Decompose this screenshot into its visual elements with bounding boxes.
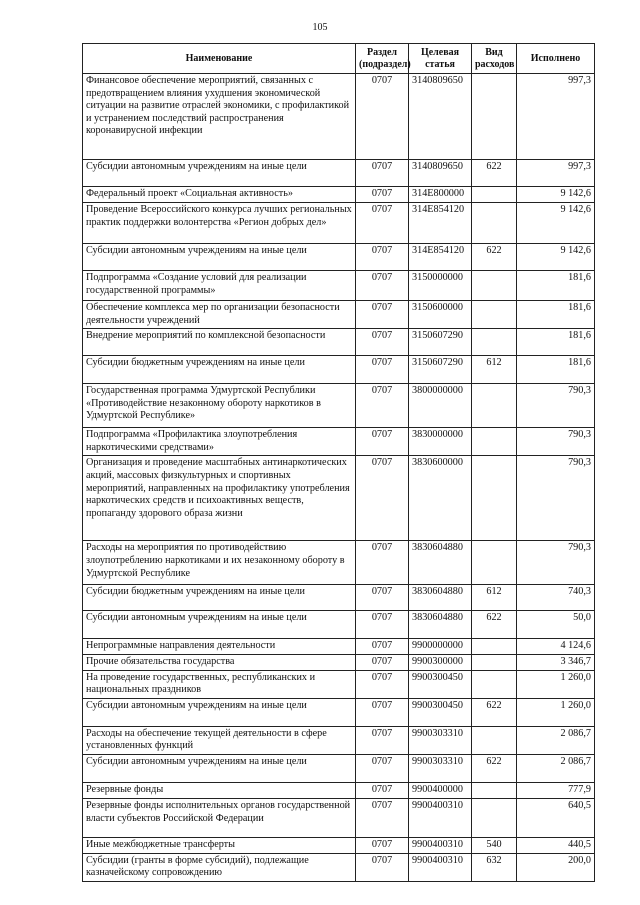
row-name: Государственная программа Удмуртской Республики «Противодействие незаконному обороту наркотиков в Удмуртской Республике» bbox=[83, 384, 356, 428]
row-kind bbox=[472, 639, 517, 655]
table-row bbox=[83, 456, 595, 541]
row-kind: 622 bbox=[472, 160, 517, 187]
table-row bbox=[83, 74, 595, 160]
row-amount: 181,6 bbox=[517, 329, 595, 356]
row-section: 0707 bbox=[356, 585, 409, 611]
row-section: 0707 bbox=[356, 639, 409, 655]
row-name: Проведение Всероссийского конкурса лучших региональных практик поддержки волонтерства «Регион добрых дел» bbox=[83, 203, 356, 244]
row-section: 0707 bbox=[356, 541, 409, 585]
row-section: 0707 bbox=[356, 187, 409, 203]
row-kind bbox=[472, 203, 517, 244]
row-article: 3140809650 bbox=[409, 74, 472, 160]
row-kind bbox=[472, 329, 517, 356]
row-section: 0707 bbox=[356, 754, 409, 782]
row-section: 0707 bbox=[356, 456, 409, 541]
table-row bbox=[83, 837, 595, 853]
table-row bbox=[83, 384, 595, 428]
row-amount: 9 142,6 bbox=[517, 244, 595, 271]
row-article: 3830604880 bbox=[409, 585, 472, 611]
row-name: Организация и проведение масштабных антинаркотических акций, массовых физкультурных и спортивных мероприятий, направленных на профилактику употребления наркотических средств и психоактивных веществ, пропаганду здорового образа жизни bbox=[83, 456, 356, 541]
row-amount: 181,6 bbox=[517, 356, 595, 384]
row-name: Резервные фонды исполнительных органов государственной власти субъектов Российской Федерации bbox=[83, 798, 356, 837]
row-kind bbox=[472, 670, 517, 698]
row-kind: 622 bbox=[472, 754, 517, 782]
budget-table bbox=[82, 43, 595, 882]
row-amount: 997,3 bbox=[517, 160, 595, 187]
row-name: Федеральный проект «Социальная активность» bbox=[83, 187, 356, 203]
row-section: 0707 bbox=[356, 698, 409, 726]
row-name: Подпрограмма «Профилактика злоупотребления наркотическими средствами» bbox=[83, 428, 356, 456]
row-name: Субсидии (гранты в форме субсидий), подлежащие казначейскому сопровождению bbox=[83, 853, 356, 881]
table-row bbox=[83, 654, 595, 670]
row-section: 0707 bbox=[356, 203, 409, 244]
row-section: 0707 bbox=[356, 837, 409, 853]
table-row bbox=[83, 853, 595, 881]
row-name: Иные межбюджетные трансферты bbox=[83, 837, 356, 853]
row-amount: 4 124,6 bbox=[517, 639, 595, 655]
table-row bbox=[83, 754, 595, 782]
row-article: 3830604880 bbox=[409, 611, 472, 639]
row-amount: 200,0 bbox=[517, 853, 595, 881]
row-amount: 1 260,0 bbox=[517, 698, 595, 726]
row-kind: 622 bbox=[472, 698, 517, 726]
row-article: 3800000000 bbox=[409, 384, 472, 428]
row-name: Внедрение мероприятий по комплексной безопасности bbox=[83, 329, 356, 356]
row-section: 0707 bbox=[356, 244, 409, 271]
row-section: 0707 bbox=[356, 782, 409, 798]
table-row bbox=[83, 782, 595, 798]
table-row bbox=[83, 585, 595, 611]
row-name: Субсидии автономным учреждениям на иные цели bbox=[83, 754, 356, 782]
row-kind bbox=[472, 654, 517, 670]
row-name: Субсидии бюджетным учреждениям на иные цели bbox=[83, 585, 356, 611]
row-article: 9900400310 bbox=[409, 853, 472, 881]
row-article: 3150600000 bbox=[409, 301, 472, 329]
row-amount: 777,9 bbox=[517, 782, 595, 798]
header-name: Наименование bbox=[83, 44, 356, 74]
row-article: 3830604880 bbox=[409, 541, 472, 585]
row-section: 0707 bbox=[356, 853, 409, 881]
row-kind bbox=[472, 271, 517, 301]
table-row bbox=[83, 726, 595, 754]
row-article: 9900300000 bbox=[409, 654, 472, 670]
table-row bbox=[83, 244, 595, 271]
table-row bbox=[83, 271, 595, 301]
row-name: Субсидии автономным учреждениям на иные цели bbox=[83, 244, 356, 271]
row-amount: 790,3 bbox=[517, 384, 595, 428]
row-article: 3830000000 bbox=[409, 428, 472, 456]
row-article: 3140809650 bbox=[409, 160, 472, 187]
row-name: Субсидии автономным учреждениям на иные цели bbox=[83, 160, 356, 187]
row-name: Непрограммные направления деятельности bbox=[83, 639, 356, 655]
row-amount: 9 142,6 bbox=[517, 187, 595, 203]
table-row bbox=[83, 356, 595, 384]
table-header-row bbox=[83, 44, 595, 74]
row-kind bbox=[472, 187, 517, 203]
row-section: 0707 bbox=[356, 654, 409, 670]
table-row bbox=[83, 203, 595, 244]
table-row bbox=[83, 428, 595, 456]
row-kind bbox=[472, 384, 517, 428]
table-row bbox=[83, 639, 595, 655]
row-kind bbox=[472, 301, 517, 329]
row-article: 9900400000 bbox=[409, 782, 472, 798]
row-article: 314E800000 bbox=[409, 187, 472, 203]
table-row bbox=[83, 798, 595, 837]
row-section: 0707 bbox=[356, 798, 409, 837]
row-amount: 790,3 bbox=[517, 456, 595, 541]
row-article: 9900300450 bbox=[409, 670, 472, 698]
row-section: 0707 bbox=[356, 74, 409, 160]
row-name: Расходы на мероприятия по противодействию злоупотреблению наркотиками и их незаконному обороту в Удмуртской Республике bbox=[83, 541, 356, 585]
row-article: 9900000000 bbox=[409, 639, 472, 655]
header-section: Раздел (подраздел) bbox=[356, 44, 409, 74]
row-amount: 740,3 bbox=[517, 585, 595, 611]
row-name: Резервные фонды bbox=[83, 782, 356, 798]
row-article: 9900303310 bbox=[409, 754, 472, 782]
row-amount: 181,6 bbox=[517, 301, 595, 329]
table-row bbox=[83, 698, 595, 726]
row-amount: 640,5 bbox=[517, 798, 595, 837]
row-kind: 612 bbox=[472, 585, 517, 611]
row-kind bbox=[472, 782, 517, 798]
table-row bbox=[83, 301, 595, 329]
row-kind: 612 bbox=[472, 356, 517, 384]
row-section: 0707 bbox=[356, 670, 409, 698]
row-article: 9900400310 bbox=[409, 837, 472, 853]
row-name: На проведение государственных, республиканских и национальных праздников bbox=[83, 670, 356, 698]
row-name: Подпрограмма «Создание условий для реализации государственной программы» bbox=[83, 271, 356, 301]
row-kind: 632 bbox=[472, 853, 517, 881]
row-name: Субсидии автономным учреждениям на иные цели bbox=[83, 698, 356, 726]
row-kind bbox=[472, 74, 517, 160]
row-kind bbox=[472, 541, 517, 585]
row-amount: 50,0 bbox=[517, 611, 595, 639]
row-name: Финансовое обеспечение мероприятий, связанных с предотвращением влияния ухудшения экономической ситуации на развитие отраслей экономики, с профилактикой и устранением последствий распространения коронавирусной инфекции bbox=[83, 74, 356, 160]
header-article: Целевая статья bbox=[409, 44, 472, 74]
row-article: 3830600000 bbox=[409, 456, 472, 541]
row-section: 0707 bbox=[356, 271, 409, 301]
header-kind: Вид расходов bbox=[472, 44, 517, 74]
row-section: 0707 bbox=[356, 611, 409, 639]
row-amount: 997,3 bbox=[517, 74, 595, 160]
page-number: 105 bbox=[312, 22, 328, 33]
row-kind: 622 bbox=[472, 611, 517, 639]
row-name: Прочие обязательства государства bbox=[83, 654, 356, 670]
row-article: 9900300450 bbox=[409, 698, 472, 726]
row-amount: 790,3 bbox=[517, 541, 595, 585]
row-section: 0707 bbox=[356, 356, 409, 384]
row-section: 0707 bbox=[356, 384, 409, 428]
row-kind bbox=[472, 798, 517, 837]
row-section: 0707 bbox=[356, 301, 409, 329]
header-amount: Исполнено bbox=[517, 44, 595, 74]
row-kind: 622 bbox=[472, 244, 517, 271]
row-name: Субсидии автономным учреждениям на иные цели bbox=[83, 611, 356, 639]
table-row bbox=[83, 670, 595, 698]
row-article: 314E854120 bbox=[409, 244, 472, 271]
row-article: 3150000000 bbox=[409, 271, 472, 301]
row-section: 0707 bbox=[356, 329, 409, 356]
row-amount: 9 142,6 bbox=[517, 203, 595, 244]
row-section: 0707 bbox=[356, 428, 409, 456]
table-row bbox=[83, 187, 595, 203]
row-article: 9900303310 bbox=[409, 726, 472, 754]
row-amount: 1 260,0 bbox=[517, 670, 595, 698]
row-article: 3150607290 bbox=[409, 329, 472, 356]
row-name: Обеспечение комплекса мер по организации безопасности деятельности учреждений bbox=[83, 301, 356, 329]
row-kind bbox=[472, 726, 517, 754]
row-amount: 2 086,7 bbox=[517, 754, 595, 782]
table-row bbox=[83, 541, 595, 585]
row-article: 3150607290 bbox=[409, 356, 472, 384]
row-kind bbox=[472, 456, 517, 541]
row-kind bbox=[472, 428, 517, 456]
row-section: 0707 bbox=[356, 726, 409, 754]
table-row bbox=[83, 611, 595, 639]
row-amount: 790,3 bbox=[517, 428, 595, 456]
row-name: Расходы на обеспечение текущей деятельности в сфере установленных функций bbox=[83, 726, 356, 754]
row-name: Субсидии бюджетным учреждениям на иные цели bbox=[83, 356, 356, 384]
row-amount: 181,6 bbox=[517, 271, 595, 301]
row-amount: 2 086,7 bbox=[517, 726, 595, 754]
row-section: 0707 bbox=[356, 160, 409, 187]
row-article: 9900400310 bbox=[409, 798, 472, 837]
row-amount: 3 346,7 bbox=[517, 654, 595, 670]
table-row bbox=[83, 160, 595, 187]
table-row bbox=[83, 329, 595, 356]
row-kind: 540 bbox=[472, 837, 517, 853]
row-amount: 440,5 bbox=[517, 837, 595, 853]
row-article: 314E854120 bbox=[409, 203, 472, 244]
